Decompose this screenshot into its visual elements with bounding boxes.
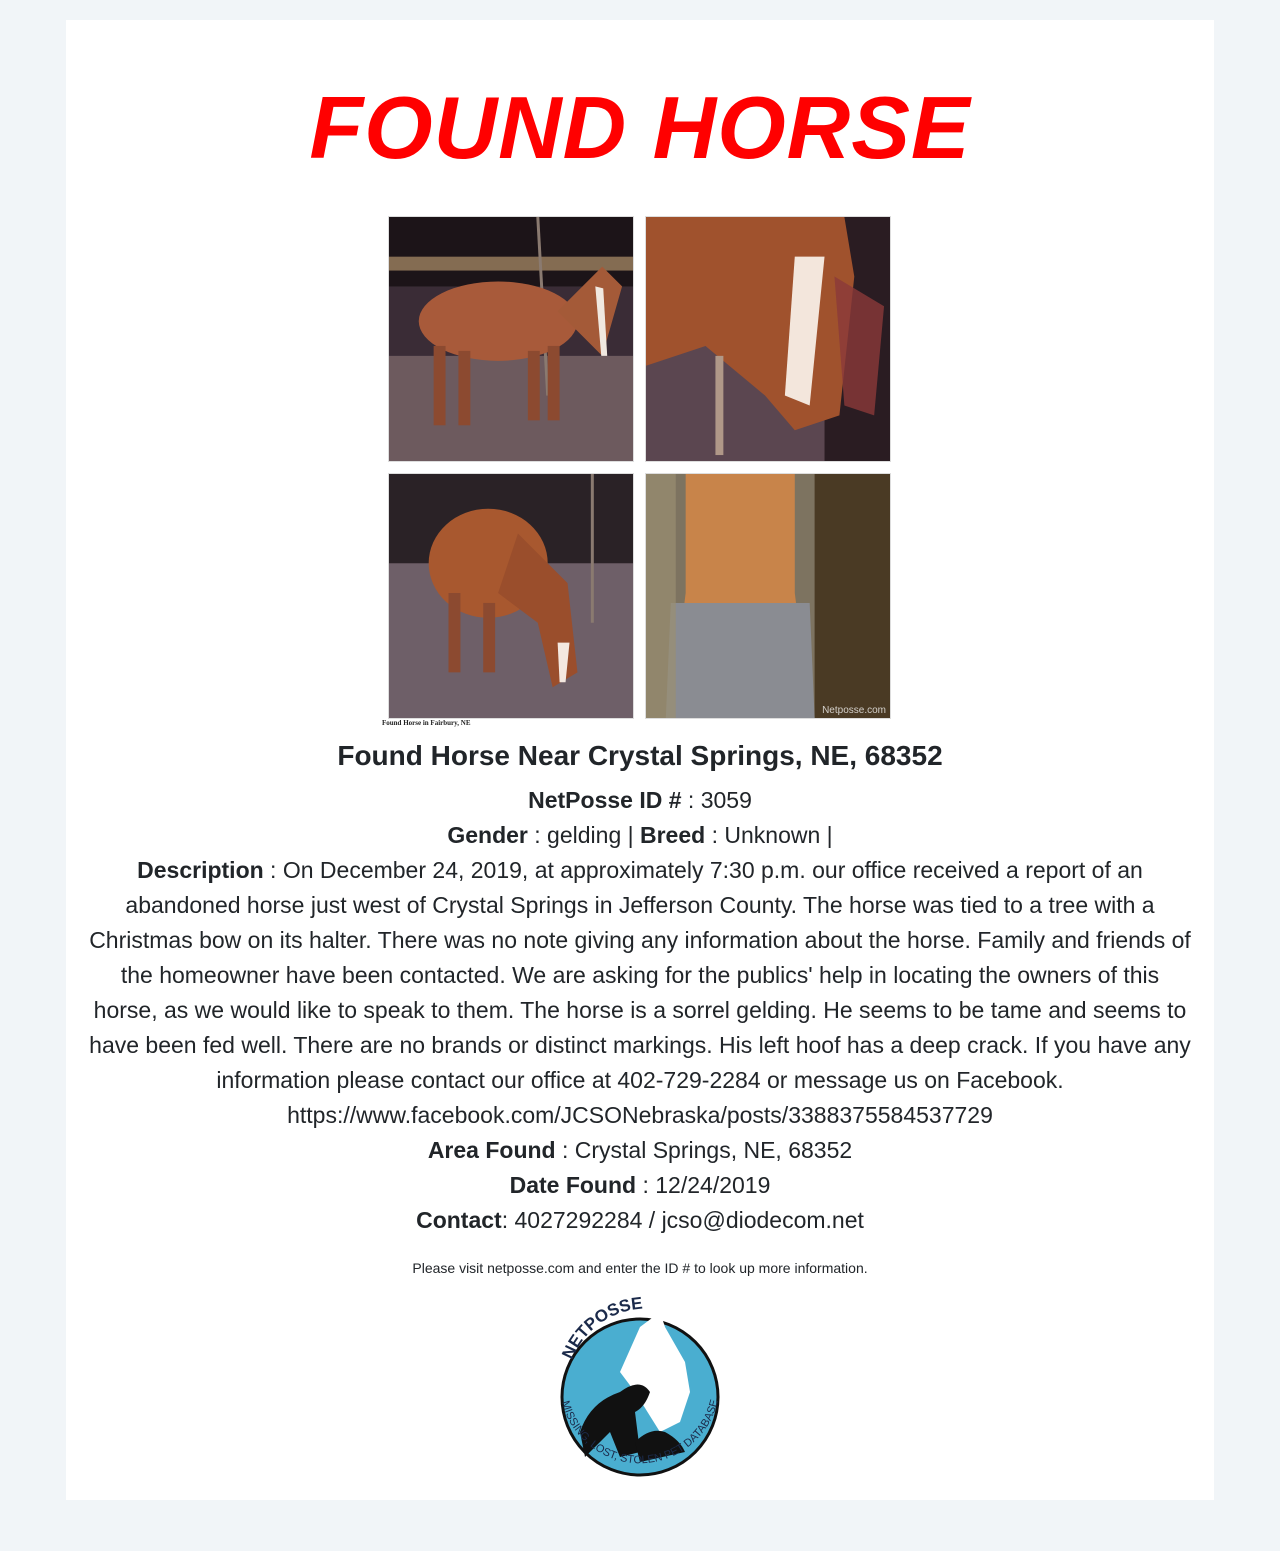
listing-title: Found Horse Near Crystal Springs, NE, 68352 [337,740,943,771]
contact-label: Contact [416,1207,502,1233]
date-value: : 12/24/2019 [636,1172,771,1198]
breed-label: Breed [640,822,706,848]
area-value: : Crystal Springs, NE, 68352 [555,1137,853,1163]
horse-photo-head-closeup [645,216,891,462]
logo-bottom-text: MISSING, LOST, STOLEN PET DATABASE [558,1398,721,1467]
photo-caption: Found Horse in Fairbury, NE [382,719,471,727]
id-label: NetPosse ID # [528,787,682,813]
gender-value: : gelding | [527,822,640,848]
description-label: Description [137,857,264,883]
id-value: : 3059 [681,787,752,813]
contact-value: : 4027292284 / jcso@diodecom.net [501,1207,864,1233]
listing-details [86,783,1194,1238]
logo-top-text: NETPOSSE [558,1293,644,1362]
date-row [86,1168,1194,1203]
contact-row [86,1203,1194,1238]
date-label: Date Found [509,1172,637,1198]
headline: FOUND HORSE [309,78,971,177]
area-row [86,1133,1194,1168]
area-label: Area Found [427,1137,556,1163]
gender-label: Gender [447,822,528,848]
gender-breed-row [86,818,1194,853]
description-value: : On December 24, 2019, at approximately 7:30 p.m. our office received a report of an abandoned horse just west of Crystal Springs in Jefferson County. The horse was tied to a tree with a Christmas bow on its halter. There was no note giving any information about the horse. Family and friends of the homeowner have been contacted. We are asking for the publics' help in locating the owners of this horse, as we would like to speak to them. The horse is a sorrel gelding. He seems to be tame and seems to have been fed well. There are no brands or distinct markings. His left hoof has a deep crack. If you have any information please contact our office at 402-729-2284 or message us on Facebook. https://www.facebook.com/JCSONebraska/posts/3388375584537729 [89,857,1191,1128]
id-row [86,783,1194,818]
breed-value: : Unknown | [705,822,833,848]
horse-photo-grazing [388,473,634,719]
poster-card [66,20,1214,1500]
photo-watermark: Netposse.com [822,705,886,716]
horse-photo-hoof [645,473,891,719]
photo-collage [382,216,894,728]
netposse-logo[interactable] [540,1282,740,1487]
horse-photo-side-view [388,216,634,462]
visit-note: Please visit netposse.com and enter the ID # to look up more information. [412,1260,868,1276]
description-row [86,853,1194,1133]
